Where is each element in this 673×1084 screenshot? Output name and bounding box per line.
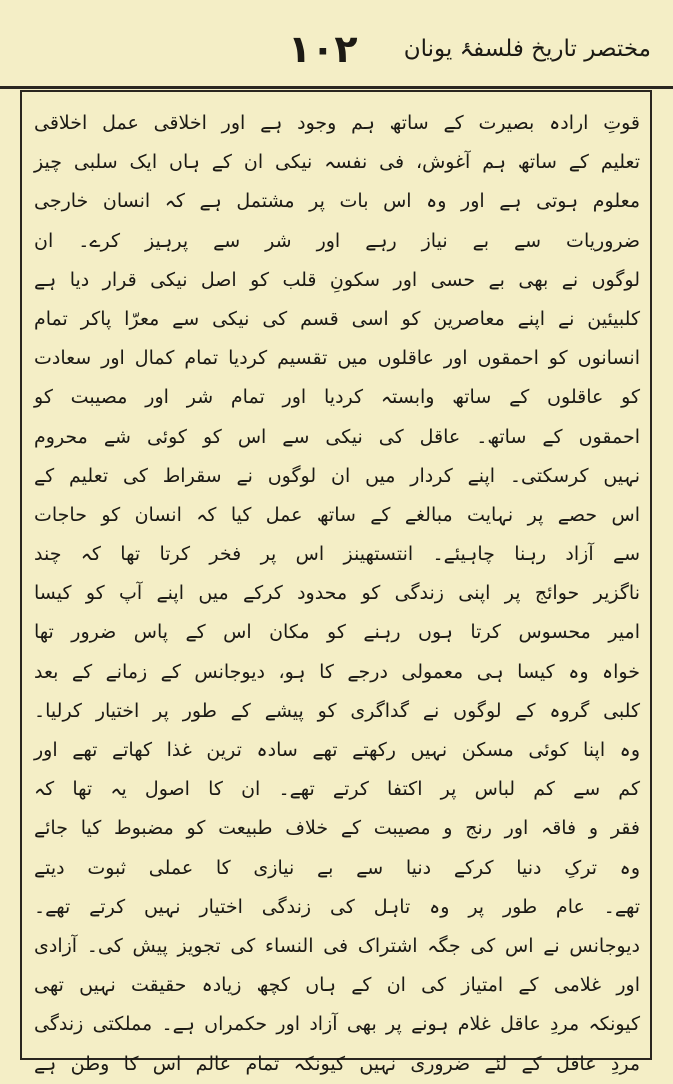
text-line: نہیں کرسکتی۔ اپنے کردار میں ان لوگوں نے سقراط کی تعلیم کے (34, 464, 640, 487)
text-line: دیوجانس نے اس کی جگہ اشتراک فی النساء کی تجویز پیش کی۔ آزادی (34, 934, 640, 957)
header-divider (0, 86, 673, 89)
text-line: معلوم ہوتی ہے اور وہ اس بات پر مشتمل ہے کہ انسان خارجی (34, 190, 640, 213)
text-line: خواہ وہ کیسا ہی معمولی درجے کا ہو، دیوجانس کے زمانے کے بعد (34, 660, 640, 683)
text-line: امیر محسوس کرتا ہوں رہنے کو مکان اس کے پاس ضرور تھا (34, 621, 640, 644)
text-line: انسانوں کو احمقوں اور عاقلوں میں تقسیم کردیا تمام کمال اور سعادت (34, 347, 640, 370)
text-line: وہ ترکِ دنیا کرکے دنیا سے بے نیازی کا عملی ثبوت دیتے (34, 856, 640, 879)
text-line: احمقوں کے ساتھ۔ عاقل کی نیکی سے اس کو کوئی شے محروم (34, 425, 640, 448)
text-line: وہ اپنا کوئی مسکن نہیں رکھتے تھے سادہ ترین غذا کھاتے تھے اور (34, 739, 640, 761)
text-line: اور غلامی کے امتیاز کی ان کے ہاں کچھ زیادہ حقیقت نہیں تھی (34, 974, 640, 997)
text-line: فقر و فاقہ اور رنج و مصیبت کے خلاف طبیعت کو مضبوط کیا جائے (34, 817, 640, 840)
text-line: مردِ عاقل کے لئے ضروری نہیں کیونکہ تمام عالم اس کا وطن ہے (34, 1052, 640, 1075)
text-line: کیونکہ مردِ عاقل غلام ہونے پر بھی آزاد اور حکمراں ہے۔ مملکتی زندگی (34, 1013, 640, 1036)
page-number: ١٠٢ (288, 27, 358, 71)
text-line: اس حصے پر نہایت مبالغے کے ساتھ عمل کیا کہ انسان کو حاجات (34, 503, 640, 526)
text-line: ضروریات سے بے نیاز رہے اور شر سے پرہیز کرے۔ ان (34, 229, 640, 252)
text-line: کم سے کم لباس پر اکتفا کرتے تھے۔ ان کا اصول یہ تھا کہ (34, 778, 640, 801)
body-text (34, 104, 640, 1075)
text-line: ناگزیر حوائج پر اپنی زندگی کو محدود کرکے میں اپنے آپ کو کیسا (34, 582, 640, 605)
text-line: کو عاقلوں کے ساتھ وابستہ کردیا اور تمام شر اور مصیبت کو (34, 386, 640, 409)
page-header (0, 0, 673, 92)
running-title: مختصر تاریخ فلسفۂ یونان (403, 36, 651, 62)
text-line: لوگوں نے بھی بے حسی اور سکونِ قلب کو اصل نیکی قرار دیا ہے (34, 268, 640, 291)
text-line: تھے۔ عام طور پر وہ تاہل کی زندگی اختیار نہیں کرتے تھے۔ (34, 895, 640, 918)
text-line: سے آزاد رہنا چاہیئے۔ انتستھینز اس پر فخر کرتا تھا کہ چند (34, 543, 640, 566)
text-line: تعلیم کے ساتھ ہم آغوش، فی نفسہ نیکی ان کے ہاں ایک سلبی چیز (34, 151, 640, 174)
text-line: قوتِ ارادہ بصیرت کے ساتھ ہم وجود ہے اور اخلاقی عمل اخلاقی (34, 112, 640, 134)
text-line: کلبی گروہ کے لوگوں نے گداگری کو پیشے کے طور پر اختیار کرلیا۔ (34, 699, 640, 722)
text-line: کلبیئین نے اپنے معاصرین کو اسی قسم کی نیکی سے معرّا پاکر تمام (34, 307, 640, 330)
